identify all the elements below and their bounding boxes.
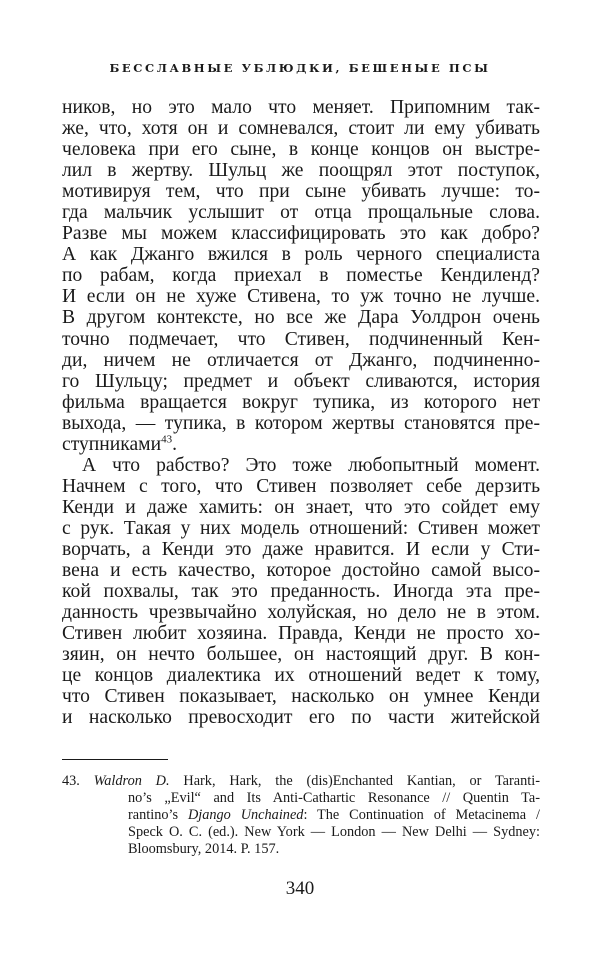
text-line: ворчать, а Кенди это даже нравится. И если у Сти-	[62, 538, 540, 560]
text-line: мотивируя тем, что при сыне убивать лучше: то-	[62, 181, 540, 203]
footnote-line	[62, 807, 540, 824]
text-line: вена и есть качество, которое достойно самой высо-	[62, 560, 540, 582]
footnote-43	[62, 773, 540, 858]
footnote-number: 43.	[62, 773, 80, 789]
footnote-text: Hark, Hark, the (dis)Enchanted Kantian, or Taranti-	[183, 773, 540, 789]
text-line: Кенди и даже хамить: он знает, что это сойдет ему	[62, 496, 540, 518]
text-line: И если он не хуже Стивена, то уж точно не лучше.	[62, 286, 540, 308]
footnote-text: : The Continuation of Metacinema /	[303, 807, 541, 823]
text-line: А как Джанго вжился в роль черного специалиста	[62, 244, 540, 266]
text-line: це концов диалектика их отношений ведет к тому,	[62, 665, 540, 687]
text-word: ступниками	[62, 433, 162, 455]
text-line: по рабам, когда приехал в поместье Кендиленд?	[62, 265, 540, 287]
text-line: с рук. Такая у них модель отношений: Стивен может	[62, 517, 540, 539]
text-line: что Стивен показывает, насколько он умнее Кенди	[62, 686, 540, 708]
text-line: Стивен любит хозяина. Правда, Кенди не просто хо-	[62, 623, 540, 645]
text-line: Начнем с того, что Стивен позволяет себе дерзить	[62, 475, 540, 497]
text-line: ников, но это мало что меняет. Припомним так-	[62, 97, 540, 118]
footnote-line: no’s „Evil“ and Its Anti-Cathartic Resonance // Quentin Ta-	[128, 790, 540, 806]
footnote-text: rantino’s	[128, 807, 179, 823]
text-line: и насколько превосходит его по части житейской	[62, 707, 540, 729]
text-line: лил в жертву. Шульц же поощрял этот поступок,	[62, 160, 540, 182]
text-line: фильма вращается вокруг тупика, из которого нет	[62, 391, 540, 413]
text-line: ди, ничем не отличается от Джанго, подчиненно-	[62, 349, 540, 371]
text-line: го Шульцу; предмет и объект сливаются, история	[62, 370, 540, 392]
text-line: данность чрезвычайно холуйская, но дело не в этом.	[62, 602, 540, 624]
text-line: кой похвалы, так это преданность. Иногда эта пре-	[62, 581, 540, 603]
body-text	[62, 97, 540, 728]
text-line: зяин, он нечто большее, он настоящий друг. В кон-	[62, 644, 540, 666]
page-number: 340	[285, 878, 315, 899]
footnote-divider	[62, 759, 168, 760]
text-line: же, что, хотя он и сомневался, стоит ли ему убивать	[62, 118, 540, 140]
text-line: точно подмечает, что Стивен, подчиненный Кен-	[62, 328, 540, 350]
text-line: Разве мы можем классифицировать это как добро?	[62, 223, 540, 245]
text-line: выхода, — тупика, в котором жертвы становятся пре-	[62, 412, 540, 434]
footnote-film-title: Django Unchained	[187, 807, 304, 823]
footnote-line: Speck O. C. (ed.). New York — London — New Delhi — Sydney:	[128, 824, 540, 840]
text-line: В другом контексте, но все же Дара Уолдрон очень	[62, 307, 540, 329]
text-line: человека при его сыне, в конце концов он выстре-	[62, 139, 540, 161]
text-line: ступниками$^{43}$.	[62, 433, 177, 455]
running-head: БЕССЛАВНЫЕ УБЛЮДКИ, БЕШЕНЫЕ ПСЫ	[109, 61, 491, 75]
text-line: А что рабство? Это тоже любопытный момент.	[82, 454, 540, 476]
footnote-line: Bloomsbury, 2014. P. 157.	[128, 841, 280, 857]
text-line: гда мальчик услышит от отца прощальные слова.	[62, 202, 540, 224]
footnote-reference[interactable]: 43	[161, 433, 173, 446]
footnote-line	[62, 773, 540, 790]
footnote-author: Waldron D.	[93, 773, 170, 789]
